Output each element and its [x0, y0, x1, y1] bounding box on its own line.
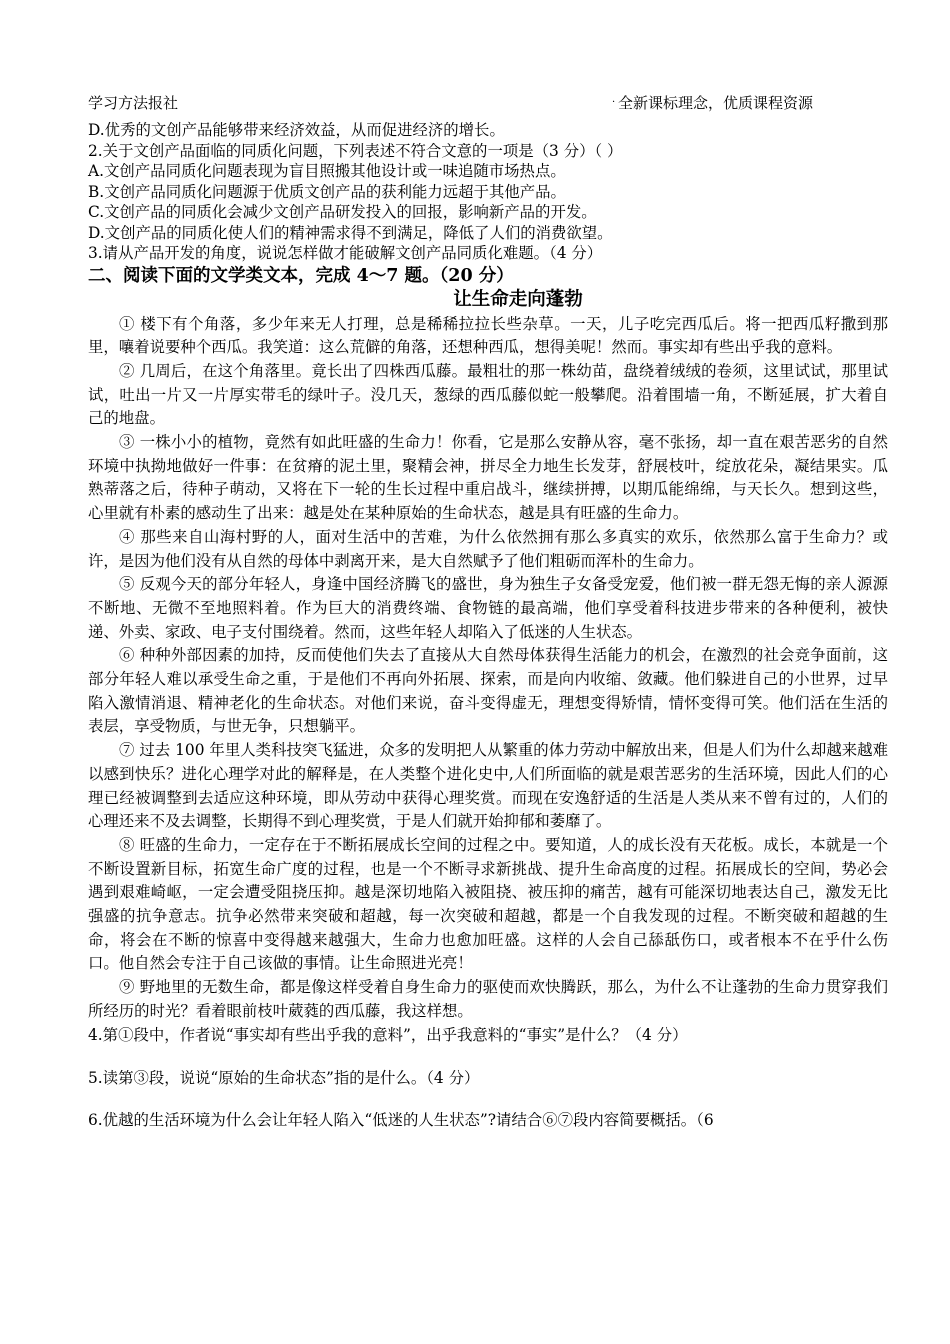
question-5: 5.读第③段，说说“原始的生命状态”指的是什么。（4 分）: [88, 1068, 480, 1087]
paragraph-6-text: ⑥ 种种外部因素的加持，反而使他们失去了直接从大自然母体获得生活能力的机会，在激烈的社会竞争面前，这部分年轻人难以承受生命之重，于是他们不再向外拓展、探索，而是向内收缩、敛藏。他们躲进自己的小世界，过早陷入激情消退、精神老化的生命状态。对他们来说，奋斗变得虚无，理想变得矫情，情怀变得可笑。他们活在生活的表层，享受物质，与世无争，只想躺平。: [88, 646, 888, 736]
answer-space-5[interactable]: [88, 1089, 888, 1109]
paragraph-5: [88, 573, 888, 644]
q1-option-d: D.优秀的文创产品能够带来经济效益，从而促进经济的增长。: [88, 121, 505, 139]
q2-option-b: B.文创产品同质化问题源于优质文创产品的获利能力远超于其他产品。: [88, 182, 566, 201]
article-title: 让生命走向蓬勃: [453, 288, 583, 310]
paragraph-3: [88, 431, 888, 526]
paragraph-7-text: ⑦ 过去 100 年里人类科技突飞猛进，众多的发明把人从繁重的体力劳动中解放出来，但是人们为什么却越来越难以感到快乐？进化心理学对此的解释是，在人类整个进化史中,人们所面临的就是艰苦恶劣的生活环境，因此人们的心理已经被调整到去适应这种环境，即从劳动中获得心理奖赏。而现在安逸舒适的生活是人类从来不曾有过的，人们的心理还来不及去调整，长期得不到心理奖赏，于是人们就开始抑郁和萎靡了。: [88, 741, 888, 831]
paragraph-1: [88, 313, 888, 360]
header-publisher: 学习方法报社: [88, 94, 179, 112]
q2-option-c: C.文创产品的同质化会减少文创产品研发投入的回报，影响新产品的开发。: [88, 203, 597, 221]
paragraph-8: [88, 834, 888, 976]
paragraph-9-text: ⑨ 野地里的无数生命，都是像这样受着自身生命力的驱使而欢快腾跃，那么，为什么不让蓬勃的生命力贯穿我们所经历的时光？看着眼前枝叶葳蕤的西瓜藤，我这样想。: [88, 978, 888, 1020]
q2-option-d: D.文创产品的同质化使人们的精神需求得不到满足，降低了人们的消费欲望。: [88, 223, 613, 242]
paragraph-2-text: ② 几周后，在这个角落里。竟长出了四株西瓜藤。最粗壮的那一株幼苗，盘绕着绒绒的卷须，这里试试，那里试试，吐出一片又一片厚实带毛的绿叶子。没几天，葱绿的西瓜藤似蛇一般攀爬。沿着围墙一角，不断延展，扩大着自己的地盘。: [88, 361, 888, 428]
document-body: [88, 120, 888, 1131]
q2-option-a: A.文创产品同质化问题表现为盲目照搬其他设计或一味追随市场热点。: [88, 162, 566, 180]
section-2-heading: 二、阅读下面的文学类文本，完成 4～7 题。（20 分）: [88, 265, 514, 286]
paragraph-4-text: ④ 那些来自山海村野的人，面对生活中的苦难，为什么依然拥有那么多真实的欢乐，依然那么富于生命力？或许，是因为他们没有从自然的母体中剥离开来，是大自然赋予了他们粗砺而浑朴的生命力。: [88, 527, 888, 570]
paragraph-2: [88, 360, 888, 431]
answer-space-4[interactable]: [88, 1046, 888, 1067]
q3-stem: 3.请从产品开发的角度，说说怎样做才能破解文创产品同质化难题。（4 分）: [88, 244, 603, 262]
paragraph-9: [88, 976, 888, 1023]
header-dot-mark: ·: [612, 97, 616, 108]
paragraph-3-text: ③ 一株小小的植物，竟然有如此旺盛的生命力！你看，它是那么安静从容，毫不张扬，却一直在艰苦恶劣的自然环境中执拗地做好一件事：在贫瘠的泥土里，聚精会神，拼尽全力地生长发芽，舒展枝叶，绽放花朵，凝结果实。瓜熟蒂落之后，待种子萌动，又将在下一轮的生长过程中重启战斗，继续拼搏，以期瓜能绵绵，与天长久。想到这些，心里就有朴素的感动生了出来：越是处在某种原始的生命状态，越是具有旺盛的生命力。: [88, 433, 888, 523]
question-4: 4.第①段中，作者说“事实却有些出乎我的意料”，出乎我意料的“事实”是什么？（4 分）: [88, 1025, 688, 1044]
question-6: 6.优越的生活环境为什么会让年轻人陷入“低迷的人生状态”?请结合⑥⑦段内容简要概括。（6: [88, 1110, 714, 1129]
paragraph-1-text: ① 楼下有个角落，多少年来无人打理，总是稀稀拉拉长些杂草。一天，儿子吃完西瓜后。将一把西瓜籽撒到那里，嚷着说要种个西瓜。我笑道：这么荒僻的角落，还想种西瓜，想得美呢！然而。事实却有些出乎我的意料。: [88, 314, 888, 357]
paragraph-5-text: ⑤ 反观今天的部分年轻人，身逢中国经济腾飞的盛世，身为独生子女备受宠爱，他们被一群无怨无悔的亲人源源不断地、无微不至地照料着。作为巨大的消费终端、食物链的最高端，他们享受着科技进步带来的各种便利，被快递、外卖、家政、电子支付围绕着。然而，这些年轻人却陷入了低迷的人生状态。: [88, 575, 888, 641]
q2-stem: 2.关于文创产品面临的同质化问题，下列表述不符合文意的一项是（3 分）（ ）: [88, 141, 623, 160]
paragraph-4: [88, 526, 888, 573]
page-header: [0, 92, 950, 114]
paragraph-6: [88, 644, 888, 739]
header-slogan: 全新课标理念，优质课程资源: [618, 94, 814, 112]
paragraph-8-text: ⑧ 旺盛的生命力，一定存在于不断拓展成长空间的过程之中。要知道，人的成长没有天花板。成长，本就是一个不断设置新目标，拓宽生命广度的过程，也是一个不断寻求新挑战、提升生命高度的过程。拓展成长的空间，势必会遇到艰难崎岖，一定会遭受阻挠压抑。越是深切地陷入被阻挠、被压抑的痛苦，越有可能深切地表达自己，激发无比强盛的抗争意志。抗争必然带来突破和超越，每一次突破和超越，都是一个自我发现的过程。不断突破和超越的生命，将会在不断的惊喜中变得越来越强大，生命力也愈加旺盛。这样的人会自己舔舐伤口，或者根本不在乎什么伤口。他自然会专注于自己该做的事情。让生命照进光亮！: [88, 835, 888, 973]
paragraph-7: [88, 739, 888, 834]
